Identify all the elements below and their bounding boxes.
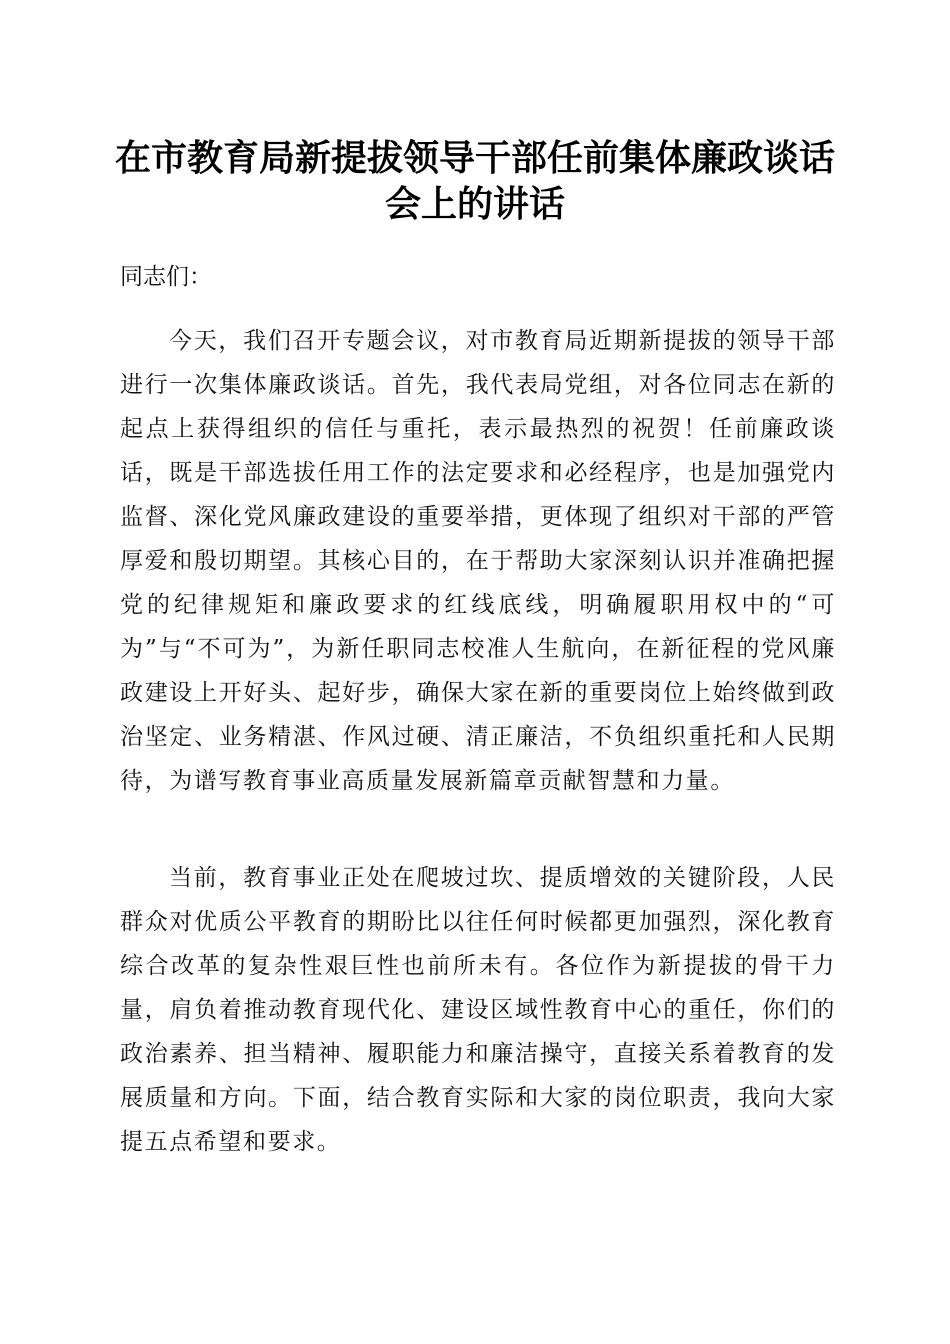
paragraph-2: 当前，教育事业正处在爬坡过坎、提质增效的关键阶段，人民群众对优质公平教育的期盼比以往任何时候都更加强烈，深化教育综合改革的复杂性艰巨性也前所未有。各位作为新提拔的骨干力量，肩负着推动教育现代化、建设区域性教育中心的重任，你们的政治素养、担当精神、履职能力和廉洁操守，直接关系着教育的发展质量和方向。下面，结合教育实际和大家的岗位职责，我向大家提五点希望和要求。 [120, 865, 836, 1155]
document-title [90, 135, 860, 227]
title-line-1: 在市教育局新提拔领导干部任前集体廉政谈话 [114, 137, 835, 179]
salutation: 同志们： [120, 264, 212, 290]
paragraph-1: 今天，我们召开专题会议，对市教育局近期新提拔的领导干部进行一次集体廉政谈话。首先，我代表局党组，对各位同志在新的起点上获得组织的信任与重托，表示最热烈的祝贺！任前廉政谈话，既是干部选拔任用工作的法定要求和必经程序，也是加强党内监督、深化党风廉政建设的重要举措，更体现了组织对干部的严管厚爱和殷切期望。其核心目的，在于帮助大家深刻认识并准确把握党的纪律规矩和廉政要求的红线底线，明确履职用权中的“可为”与“不可为”，为新任职同志校准人生航向，在新征程的党风廉政建设上开好头、起好步，确保大家在新的重要岗位上始终做到政治坚定、业务精湛、作风过硬、清正廉洁，不负组织重托和人民期待，为谱写教育事业高质量发展新篇章贡献智慧和力量。 [120, 328, 836, 794]
title-line-2: 会上的讲话 [384, 183, 565, 225]
